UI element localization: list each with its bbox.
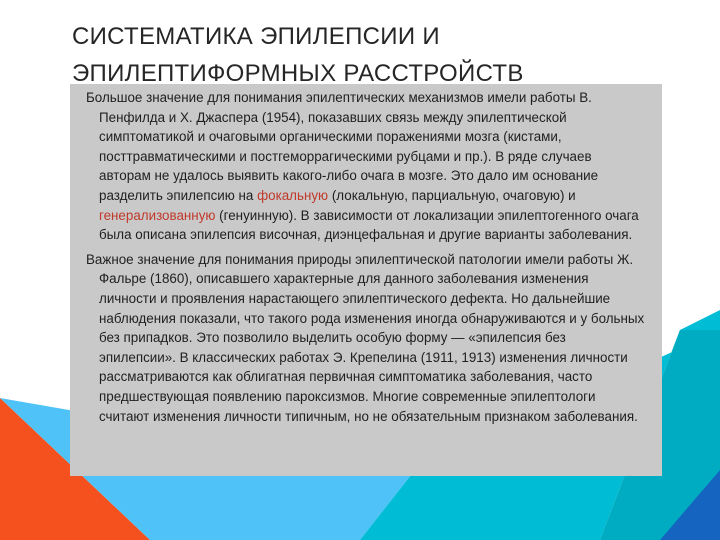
slide-body: [86, 88, 646, 426]
paragraph-falret: Важное значение для понимания природы эпилептической патологии имели работы Ж. Фальре (1860), описавшего характерные для данного заболевания изменения личности и проявления нарастающего эпилептического дефекта. Но дальнейшие наблюдения показали, что такого рода изменения иногда обнаруживаются и у больных без припадков. Это позволило выделить особую форму — «эпилепсия без эпилепсии». В классических работах Э. Крепелина (1911, 1913) изменения личности рассматриваются как облигатная первичная симптоматика заболевания, часто предшествующая появлению пароксизмов. Многие современные эпилептологи считают изменения личности типичным, но не обязательным признаком заболевания.: [86, 251, 645, 424]
paragraph-text: Большое значение для понимания эпилептических механизмов имели работы В. Пенфилда и X. Джаспера (1954), показавших связь между эпилептической симптоматикой и очаговыми органическими поражениями мозга (кистами, посттравматическими и постгеморрагическими рубцами и пр.). В ряде случаев авторам не удалось выявить какого-либо очага в мозге. Это дало им основание разделить эпилепсию на: [86, 90, 599, 203]
paragraph-penfield: [86, 88, 646, 245]
paragraph-text: (локальную, парциальную, очаговую) и: [328, 187, 576, 203]
term-focal: фокальную: [257, 187, 329, 203]
slide-title: СИСТЕМАТИКА ЭПИЛЕПСИИ И ЭПИЛЕПТИФОРМНЫХ РАССТРОЙСТВ: [72, 23, 524, 87]
term-generalized: генерализованную: [99, 207, 216, 223]
paragraph-text: (генуинную). В зависимости от локализации эпилептогенного очага была описана эпилепсия височная, диэнцефальная и другие варианты заболевания.: [99, 207, 639, 243]
